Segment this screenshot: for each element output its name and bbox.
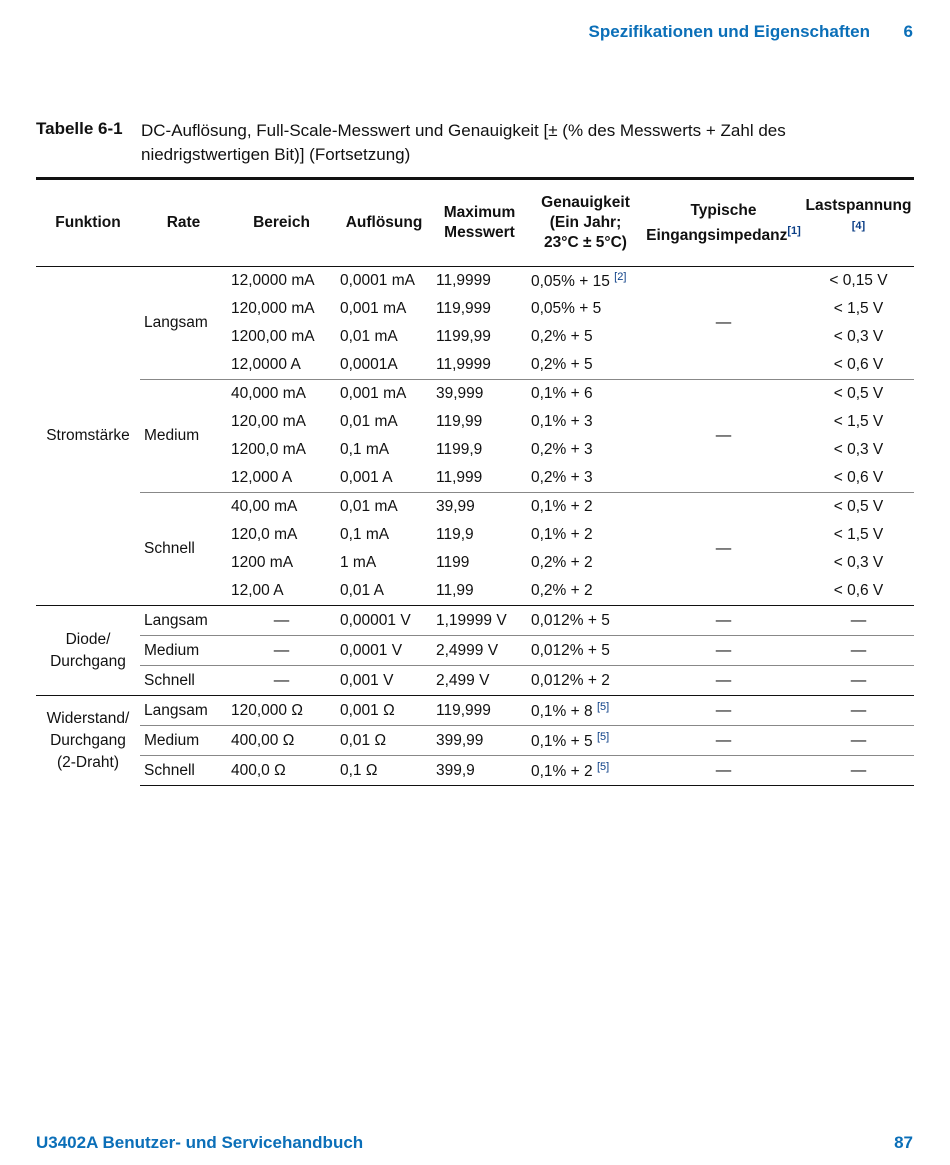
cell-genauigkeit-value: 0,05% + 15 [531,273,610,290]
cell-bereich: 12,0000 A [231,356,301,373]
cell-bereich: 12,0000 mA [227,267,336,296]
cell-aufloesung: 0,0001 V [336,636,432,666]
header-aufloesung: Auflösung [345,214,423,231]
table-row [36,636,914,666]
footnote-ref: [5] [596,700,610,713]
table-row [36,666,914,696]
cell-aufloesung: 0,0001A [340,356,398,373]
table-row [36,267,914,296]
cell-maximum: 1,19999 V [432,606,527,636]
cell-bereich: 120,000 Ω [227,696,336,726]
cell-genauigkeit: 0,012% + 5 [527,606,644,636]
cell-impedanz: — [644,380,803,493]
cell-bereich: 120,0 mA [231,526,298,543]
rate-medium: Medium [140,380,227,493]
cell-bereich: 120,000 mA [231,300,315,317]
cell-aufloesung: 0,0001 mA [336,267,432,296]
footer-manual-title: U3402A Benutzer- und Servicehandbuch [36,1133,364,1152]
cell-maximum: 1199,99 [436,328,491,345]
header-maximum-line2: Messwert [444,224,515,241]
cell-aufloesung: 0,01 mA [340,328,398,345]
table-caption-text: DC-Auflösung, Full-Scale-Messwert und Genauigkeit [± (% des Messwerts + Zahl des niedrigstwertigen Bit)] (Fortsetzung) [141,121,786,164]
cell-lastspannung: — [803,696,914,726]
cell-lastspannung: < 1,5 V [833,300,884,317]
header-last-line1: Lastspannung [805,197,912,214]
cell-impedanz: — [644,756,803,786]
cell-maximum: 11,9999 [432,267,527,296]
cell-bereich: 1200 mA [231,554,294,571]
cell-maximum: 39,99 [432,493,527,522]
cell-lastspannung: < 0,6 V [833,582,884,599]
cell-genauigkeit: 0,1% + 2 [531,526,593,543]
header-rate: Rate [166,214,201,231]
cell-genauigkeit: 0,012% + 2 [527,666,644,696]
cell-lastspannung: < 0,3 V [833,441,884,458]
header-impedanz [644,179,803,267]
cell-maximum: 1199,9 [436,441,483,458]
cell-maximum: 11,9999 [436,356,491,373]
header-genauigkeit-line1: Genauigkeit [541,194,630,211]
rate-schnell: Schnell [140,493,227,606]
footnote-ref: [5] [596,730,610,743]
cell-aufloesung: 0,001 V [336,666,432,696]
cell-lastspannung: — [803,636,914,666]
cell-aufloesung: 0,001 mA [336,380,432,409]
cell-bereich: 400,0 Ω [227,756,336,786]
spec-table [36,177,914,786]
cell-genauigkeit: 0,2% + 3 [531,441,593,458]
cell-maximum: 399,9 [432,756,527,786]
table-caption-label: Tabelle 6-1 [36,119,123,138]
cell-impedanz: — [644,636,803,666]
cell-lastspannung: < 0,3 V [833,554,884,571]
header-genauigkeit [527,179,644,267]
chapter-number: 6 [903,22,913,41]
cell-bereich: — [227,666,336,696]
table-row [36,606,914,636]
cell-genauigkeit-value: 0,1% + 2 [531,762,593,780]
cell-genauigkeit: 0,2% + 5 [531,356,593,373]
function-widerstand: Widerstand/ Durchgang (2-Draht) [36,696,140,786]
cell-genauigkeit: 0,1% + 6 [527,380,644,409]
cell-impedanz: — [644,493,803,606]
header-funktion: Funktion [55,214,121,231]
rate-langsam: Langsam [140,606,227,636]
cell-lastspannung: — [803,726,914,756]
footnote-ref: [2] [614,271,627,283]
cell-lastspannung: < 0,5 V [803,493,914,522]
cell-impedanz: — [644,726,803,756]
cell-aufloesung: 0,00001 V [336,606,432,636]
cell-lastspannung: < 0,6 V [833,469,884,486]
cell-lastspannung: < 0,3 V [833,328,884,345]
cell-genauigkeit [527,267,644,296]
cell-aufloesung: 0,01 Ω [336,726,432,756]
cell-lastspannung: — [803,756,914,786]
cell-aufloesung: 0,001 A [340,469,393,486]
cell-impedanz: — [644,666,803,696]
header-genauigkeit-line2: (Ein Jahr; [549,214,622,231]
table-row [36,726,914,756]
cell-aufloesung: 0,01 mA [340,413,398,430]
cell-maximum: 2,4999 V [432,636,527,666]
table-row [36,696,914,726]
cell-bereich: 12,00 A [231,582,284,599]
cell-maximum: 2,499 V [432,666,527,696]
cell-lastspannung: < 0,5 V [803,380,914,409]
cell-aufloesung: 0,001 mA [340,300,407,317]
cell-bereich: 120,00 mA [231,413,306,430]
header-lastspannung [803,179,914,267]
cell-bereich: 1200,0 mA [231,441,306,458]
cell-maximum: 119,99 [436,413,483,430]
cell-bereich: 12,000 A [231,469,293,486]
footnote-ref: [1] [787,224,801,237]
cell-aufloesung: 0,1 mA [340,441,390,458]
rate-medium: Medium [140,726,227,756]
cell-aufloesung: 0,1 Ω [336,756,432,786]
rate-langsam: Langsam [140,267,227,380]
cell-maximum: 119,999 [432,696,527,726]
cell-maximum: 1199 [436,554,470,571]
header-impedanz-line1: Typische [690,201,757,219]
cell-bereich: 1200,00 mA [231,328,315,345]
cell-aufloesung: 0,1 mA [340,526,390,543]
cell-genauigkeit-value: 0,1% + 5 [531,732,593,750]
cell-maximum: 11,999 [436,469,483,486]
function-stromstaerke: Stromstärke [36,267,140,606]
cell-bereich: 40,000 mA [227,380,336,409]
table-row [36,493,914,522]
running-header-title: Spezifikationen und Eigenschaften [588,22,870,41]
table-header-row [36,179,914,267]
cell-genauigkeit: 0,1% + 2 [527,493,644,522]
cell-genauigkeit: 0,1% + 3 [531,413,593,430]
rate-schnell: Schnell [140,756,227,786]
function-diode: Diode/ Durchgang [36,606,140,696]
rate-langsam: Langsam [140,696,227,726]
header-genauigkeit-line3: 23°C ± 5°C) [544,234,627,251]
cell-genauigkeit [527,756,644,786]
header-maximum-line1: Maximum [443,204,516,221]
cell-aufloesung: 0,001 Ω [336,696,432,726]
header-maximum [432,179,527,267]
cell-bereich: 40,00 mA [227,493,336,522]
rate-schnell: Schnell [140,666,227,696]
page-number: 87 [894,1133,913,1152]
cell-impedanz: — [644,696,803,726]
cell-bereich: 400,00 Ω [227,726,336,756]
cell-genauigkeit: 0,2% + 3 [531,469,593,486]
cell-impedanz: — [644,267,803,380]
cell-aufloesung: 1 mA [340,554,377,571]
table-row [36,756,914,786]
cell-maximum: 399,99 [432,726,527,756]
cell-genauigkeit: 0,05% + 5 [531,300,602,317]
cell-lastspannung: < 1,5 V [833,526,884,543]
cell-genauigkeit: 0,2% + 2 [531,582,593,599]
cell-genauigkeit: 0,012% + 5 [527,636,644,666]
cell-genauigkeit [527,726,644,756]
header-bereich: Bereich [253,214,310,231]
cell-aufloesung: 0,01 mA [336,493,432,522]
cell-maximum: 11,99 [436,582,474,599]
cell-bereich: — [227,606,336,636]
cell-impedanz: — [644,606,803,636]
cell-maximum: 119,9 [436,526,474,543]
cell-bereich: — [227,636,336,666]
rate-medium: Medium [140,636,227,666]
table-row [36,380,914,409]
cell-genauigkeit [527,696,644,726]
cell-maximum: 119,999 [436,300,491,317]
spec-table-container [36,177,914,786]
cell-genauigkeit-value: 0,1% + 8 [531,702,593,720]
cell-maximum: 39,999 [432,380,527,409]
footnote-ref: [5] [596,760,610,773]
cell-lastspannung: < 0,6 V [833,356,884,373]
cell-genauigkeit: 0,2% + 2 [531,554,593,571]
cell-lastspannung: — [803,606,914,636]
cell-lastspannung: < 0,15 V [803,267,914,296]
cell-lastspannung: — [803,666,914,696]
cell-genauigkeit: 0,2% + 5 [531,328,593,345]
header-impedanz-line2: Eingangsimpedanz [646,226,788,244]
cell-aufloesung: 0,01 A [340,582,384,599]
footnote-ref: [4] [851,220,866,232]
cell-lastspannung: < 1,5 V [833,413,884,430]
